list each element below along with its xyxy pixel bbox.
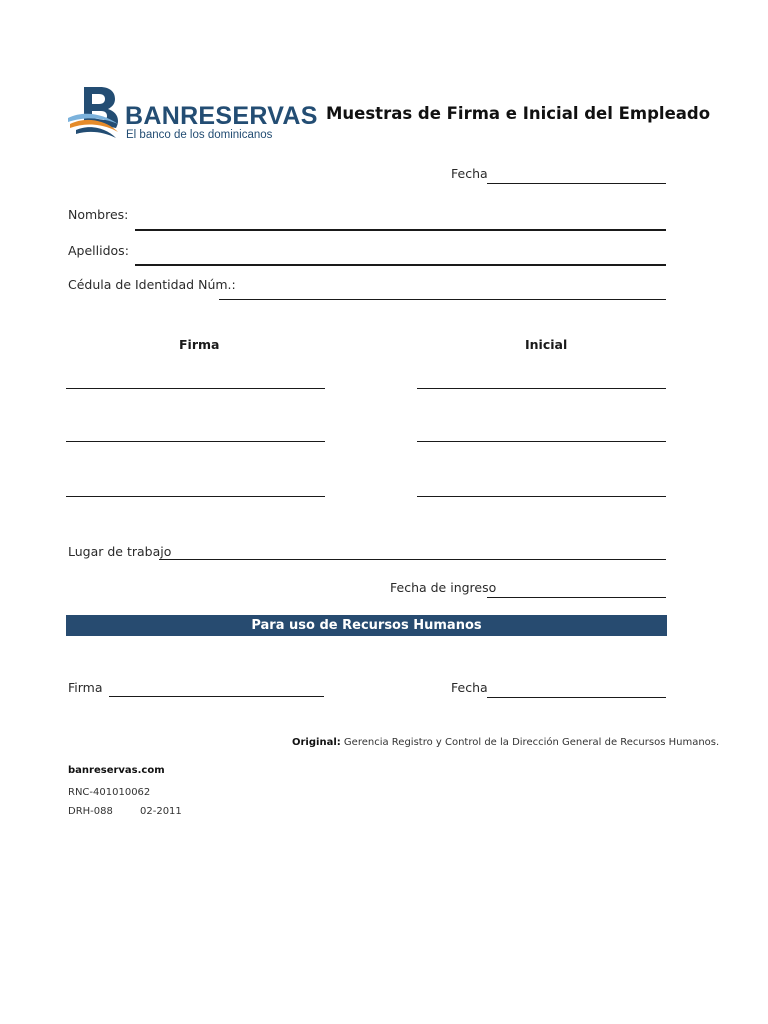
website: banreservas.com: [68, 765, 165, 776]
original-note-label: Original:: [292, 737, 341, 748]
brand-name: BANRESERVAS: [125, 102, 318, 130]
fecha-label: Fecha: [451, 166, 488, 181]
cedula-field[interactable]: [219, 299, 666, 300]
form-code: DRH-088: [68, 806, 113, 817]
original-note-text: Gerencia Registro y Control de la Dirección General de Recursos Humanos.: [340, 737, 720, 748]
hr-fecha-label: Fecha: [451, 680, 488, 695]
nombres-field[interactable]: [135, 229, 666, 231]
page-title: Muestras de Firma e Inicial del Empleado: [326, 104, 711, 123]
recursos-humanos-header-bar: Para uso de Recursos Humanos: [66, 615, 667, 636]
nombres-label: Nombres:: [68, 207, 129, 222]
apellidos-label: Apellidos:: [68, 243, 129, 258]
firma-column-heading: Firma: [179, 337, 220, 352]
firma-line-1[interactable]: [66, 388, 325, 389]
brand-tagline: El banco de los dominicanos: [126, 129, 273, 141]
fecha-de-ingreso-label: Fecha de ingreso: [390, 580, 497, 595]
inicial-column-heading: Inicial: [525, 337, 568, 352]
inicial-line-2[interactable]: [417, 441, 666, 442]
original-note: [292, 737, 719, 748]
rnc-number: RNC-401010062: [68, 787, 151, 798]
apellidos-field[interactable]: [135, 264, 666, 266]
hr-firma-label: Firma: [68, 680, 103, 695]
hr-firma-field[interactable]: [109, 696, 324, 697]
fecha-field[interactable]: [487, 183, 666, 184]
form-date: 02-2011: [140, 806, 182, 817]
banreservas-b-logo-icon: [66, 84, 122, 142]
inicial-line-3[interactable]: [417, 496, 666, 497]
lugar-de-trabajo-field[interactable]: [159, 559, 666, 560]
hr-fecha-field[interactable]: [487, 697, 666, 698]
firma-line-2[interactable]: [66, 441, 325, 442]
inicial-line-1[interactable]: [417, 388, 666, 389]
brand-logo: [66, 84, 318, 144]
lugar-de-trabajo-label: Lugar de trabajo: [68, 544, 172, 559]
fecha-de-ingreso-field[interactable]: [487, 597, 666, 598]
cedula-label: Cédula de Identidad Núm.:: [68, 277, 236, 292]
firma-line-3[interactable]: [66, 496, 325, 497]
